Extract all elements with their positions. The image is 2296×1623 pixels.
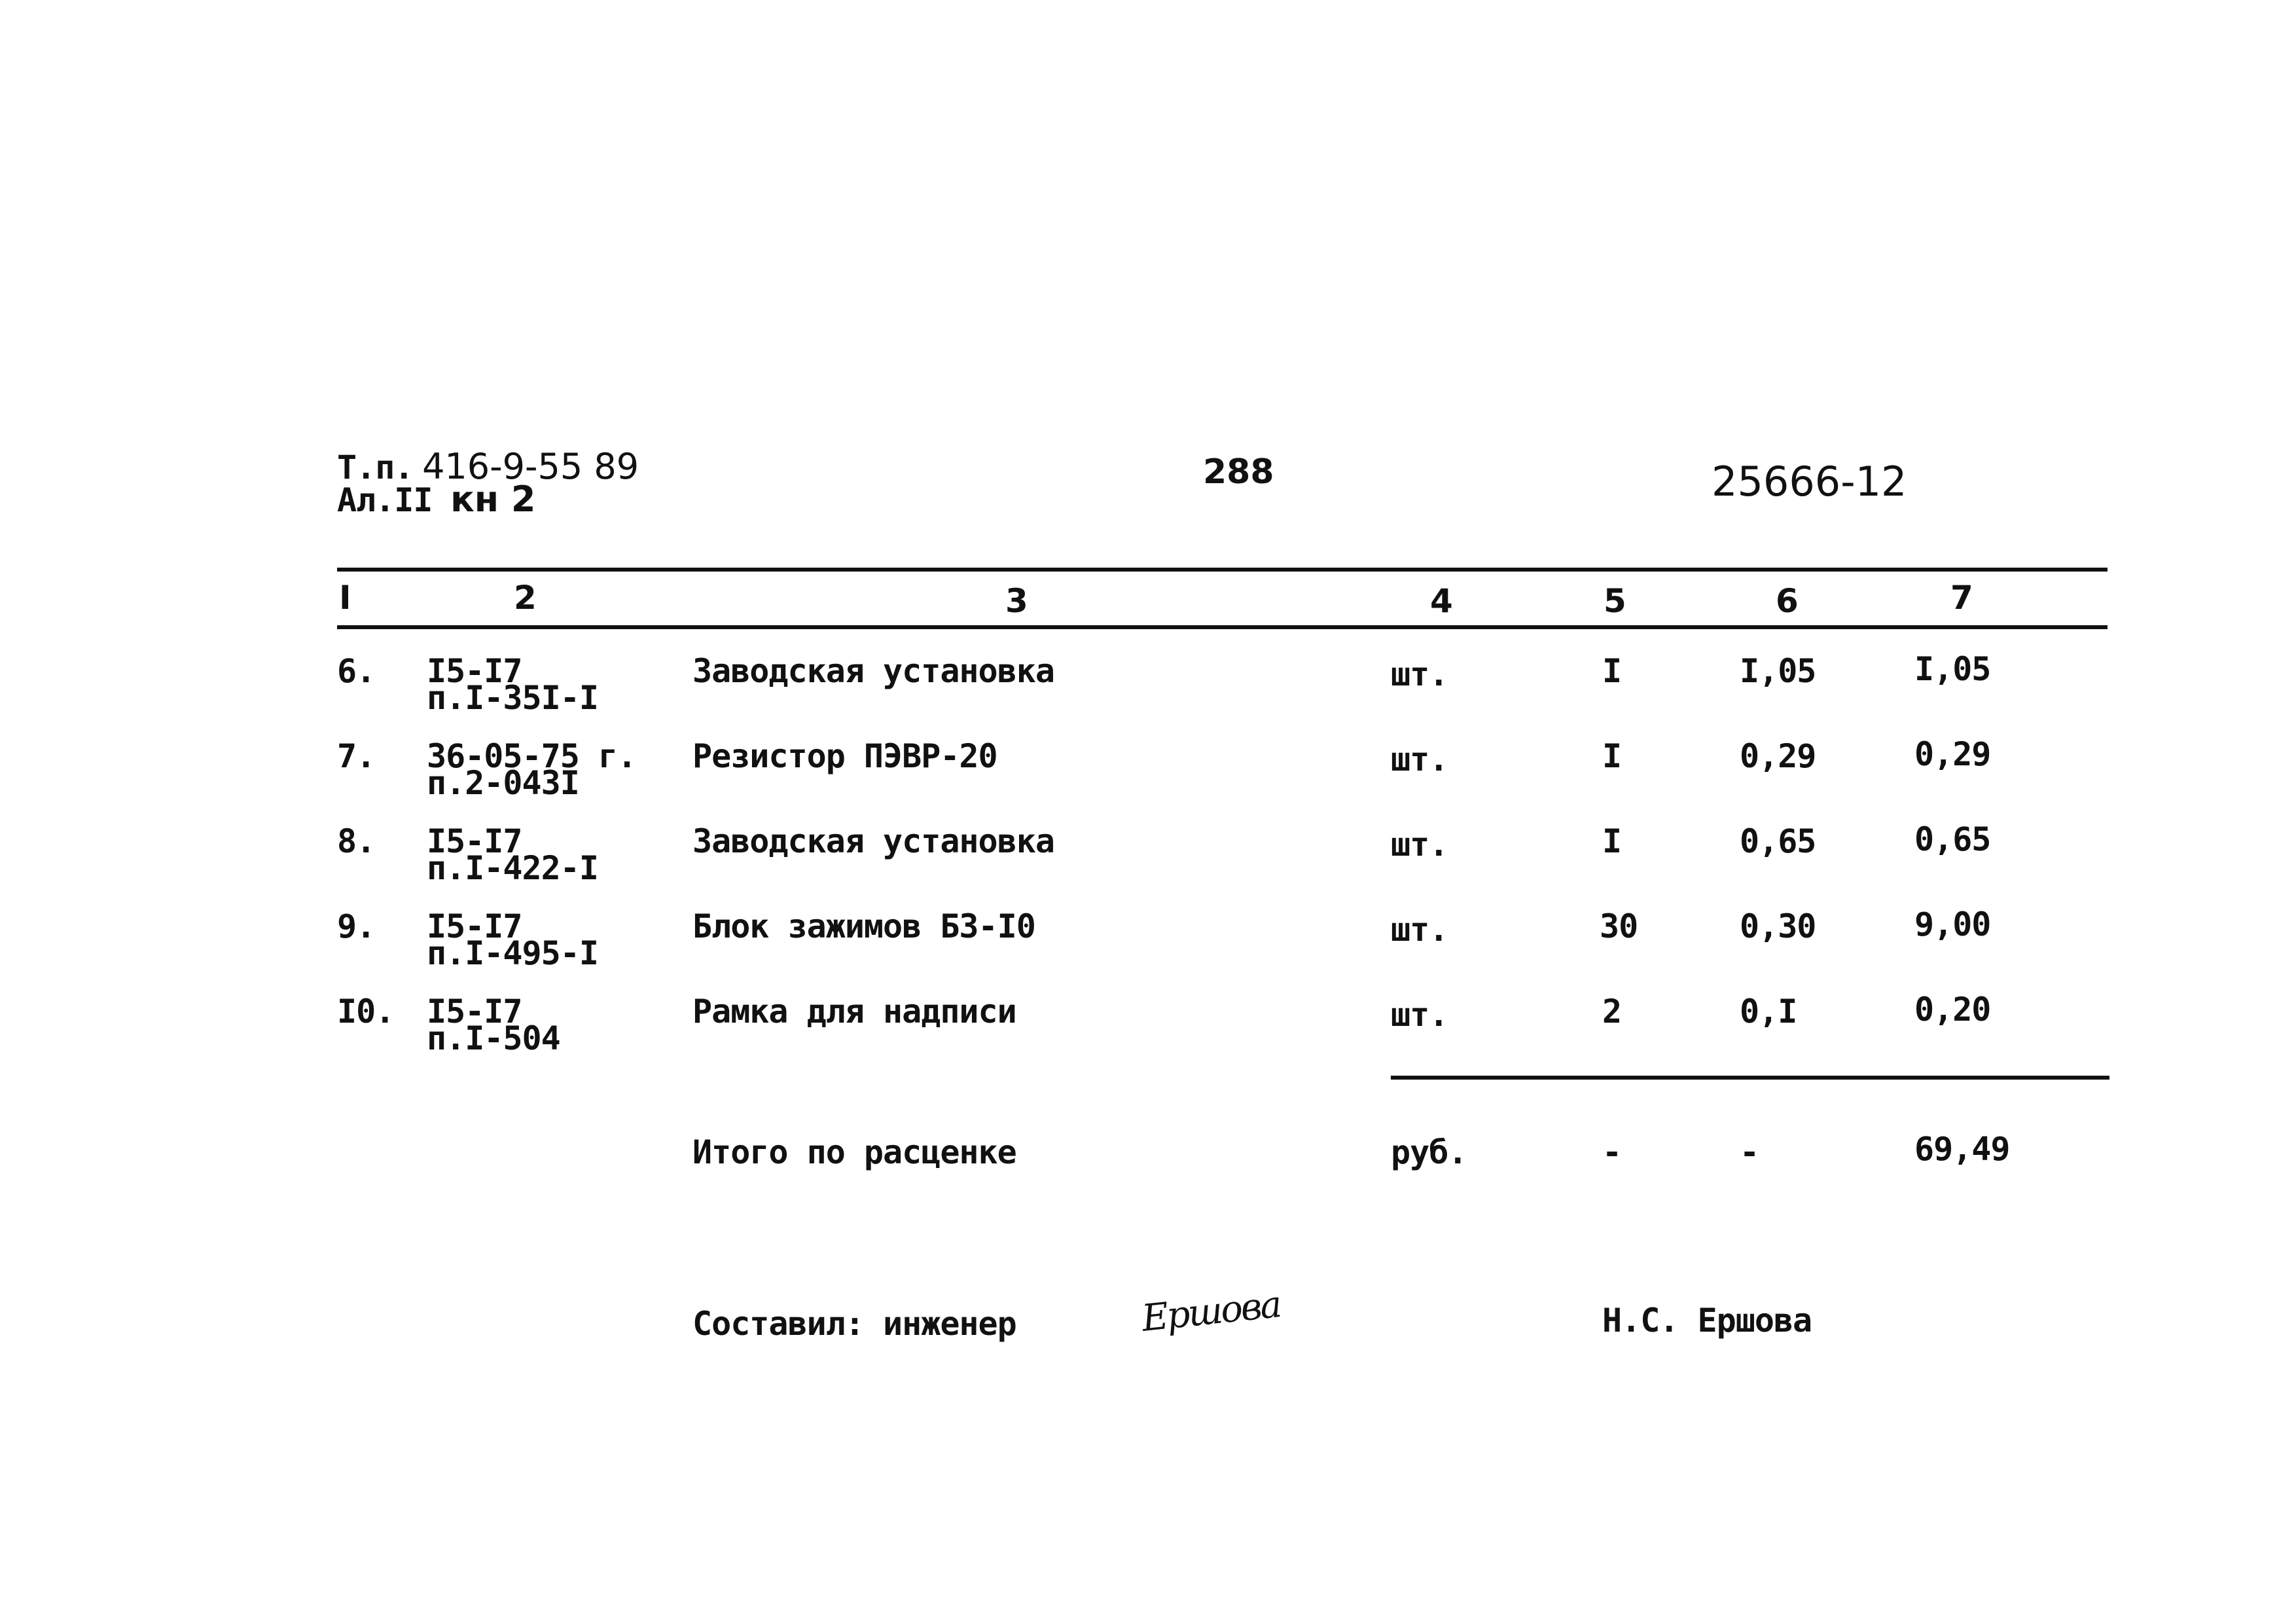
column-header-4: 4 [1430,582,1453,620]
summary-label: Итого по расценке [692,1133,1016,1171]
column-header-7: 7 [1950,579,1973,617]
summary-total: 69,49 [1914,1130,2010,1168]
row-code-line-2: п.I-504 [427,1019,560,1057]
row-unit: шт. [1391,826,1448,864]
row-name: Заводская установка [692,822,1054,860]
row-unit-price: 0,29 [1740,737,1816,775]
reference-prefix: Т.п. [337,448,414,486]
row-quantity: I [1602,737,1622,775]
row-quantity: 30 [1600,907,1638,945]
page-number: 288 [1203,452,1274,492]
row-total: I,05 [1914,650,1991,688]
row-number: 8. [337,822,376,860]
row-name: Резистор ПЭВР-20 [692,737,997,775]
compiler-name: Н.С. Ершова [1602,1302,1812,1340]
column-header-6: 6 [1776,582,1799,620]
column-header-1: I [339,579,351,617]
document-number: 25666-12 [1712,458,1907,505]
row-unit: шт. [1391,655,1448,693]
row-number: 9. [337,907,376,945]
row-name: Блок зажимов БЗ-I0 [692,907,1035,945]
album-book: кн 2 [450,479,536,520]
table-top-rule [337,568,2108,572]
row-number: 6. [337,652,376,690]
row-unit: шт. [1391,740,1448,778]
row-code-line-1: 36-05-75 г. [427,737,637,775]
column-header-2: 2 [514,579,537,617]
row-name: Рамка для надписи [692,993,1016,1030]
row-code-line-1: I5-I7 [427,993,522,1030]
row-unit-price: 0,30 [1740,907,1816,945]
document-reference [337,446,639,487]
row-total: 0,65 [1914,820,1991,858]
column-header-3: 3 [1005,582,1028,620]
row-unit-price: 0,65 [1740,822,1816,860]
row-quantity: I [1602,822,1622,860]
row-code-line-2: п.I-495-I [427,934,598,972]
row-quantity: 2 [1602,993,1622,1030]
column-header-5: 5 [1604,582,1626,620]
reference-number: 416-9-55 89 [422,446,639,487]
summary-rule [1391,1076,2109,1080]
album-prefix: Ал.II [337,481,433,519]
row-quantity: I [1602,652,1622,690]
row-unit-price: 0,I [1740,993,1797,1030]
summary-unit-price: - [1740,1133,1759,1171]
compiled-by-label: Составил: инженер [692,1305,1016,1343]
row-code-line-1: I5-I7 [427,907,522,945]
row-name: Заводская установка [692,652,1054,690]
row-number: I0. [337,993,395,1030]
summary-quantity: - [1602,1133,1622,1171]
summary-unit: руб. [1391,1133,1467,1171]
row-total: 0,20 [1914,991,1991,1029]
row-number: 7. [337,737,376,775]
row-total: 0,29 [1914,735,1991,773]
row-total: 9,00 [1914,905,1991,943]
row-code-line-2: п.2-043I [427,764,579,802]
album-reference [337,479,536,520]
row-code-line-2: п.I-35I-I [427,679,598,717]
row-code-line-2: п.I-422-I [427,849,598,887]
row-unit: шт. [1391,911,1448,949]
row-code-line-1: I5-I7 [427,652,522,690]
row-unit-price: I,05 [1740,652,1816,690]
handwritten-signature: Ершова [1139,1283,1282,1340]
row-unit: шт. [1391,996,1448,1034]
table-header-rule [337,625,2108,629]
row-code-line-1: I5-I7 [427,822,522,860]
